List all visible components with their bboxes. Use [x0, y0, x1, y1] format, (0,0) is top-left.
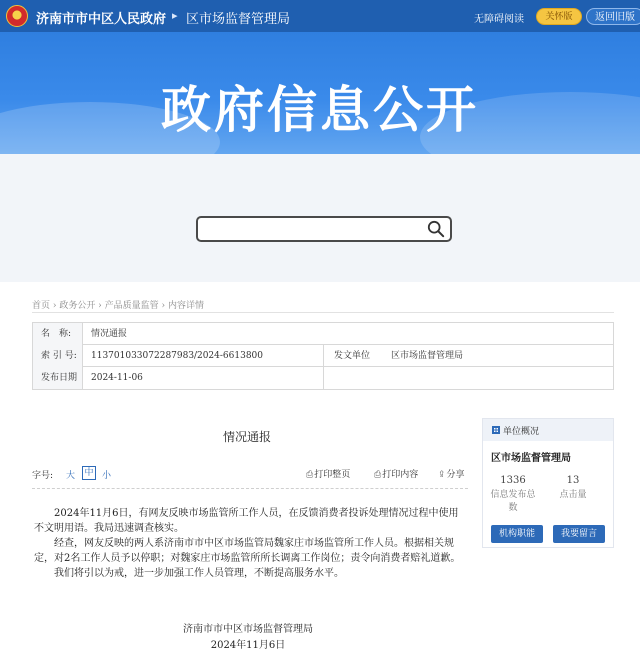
article-paragraph: 经查，网友反映的两人系济南市市中区市场监管局魏家庄市场监管所工作人员。根据相关规定，对2名工作人员予以停职；对魏家庄市场监管所所长调离工作岗位；责令向消费者赔礼道歉。 [34, 538, 461, 564]
date-value: 2024-11-06 [91, 373, 143, 383]
info-row-name [33, 323, 613, 345]
index-label: 索 引 号: [33, 345, 83, 367]
building-icon [491, 425, 501, 435]
top-bar [0, 0, 640, 32]
breadcrumb[interactable]: 首页 › 政务公开 › 产品质量监管 › 内容详情 [32, 301, 204, 311]
index-value: 11370103307228798З/2024-6613800 [91, 351, 264, 361]
issuer-label: 发文单位 [323, 345, 383, 367]
print-icon: ⎙ [306, 470, 314, 480]
message-button[interactable]: 我要留言 [553, 525, 605, 543]
info-row-date [33, 367, 613, 389]
font-size-medium-button[interactable]: 中 [82, 466, 96, 480]
panel-header [483, 419, 613, 441]
signature-org: 济南市市中区市场监督管理局 [183, 624, 313, 635]
font-size-small-button[interactable]: 小 [102, 471, 112, 481]
article-toolbar [32, 466, 468, 482]
article-paragraph: 2024年11月6日，有网友反映市场监管所工作人员，在反馈消费者投诉处理情况过程中使用不文明用语。我局迅速调查核实。 [34, 508, 459, 534]
share-icon: ⇪ [438, 470, 446, 480]
article-paragraph: 我们将引以为戒，进一步加强工作人员管理，不断提高服务水平。 [54, 568, 344, 579]
national-emblem-icon [6, 5, 28, 27]
name-label: 名 称: [33, 323, 83, 345]
font-size-label: 字号: [32, 471, 54, 481]
empty-cell [323, 367, 383, 389]
share-label: 分享 [446, 470, 465, 480]
panel-title: 单位概况 [503, 427, 540, 437]
info-count-label: 信息发布总数 [490, 490, 536, 513]
info-row-index [33, 345, 613, 367]
signature [168, 622, 328, 654]
article-title: 情况通报 [222, 430, 271, 444]
issuer-value: 区市场监督管理局 [391, 351, 464, 361]
print-content-label: 打印内容 [382, 470, 419, 480]
click-count: 13 [566, 475, 580, 486]
care-mode-button[interactable]: 关怀版 [536, 8, 582, 25]
print-page-button[interactable] [306, 467, 350, 480]
print-page-label: 打印整页 [314, 470, 351, 480]
info-table [32, 322, 614, 390]
font-size-large-button[interactable]: 大 [66, 471, 76, 481]
article-body [34, 506, 466, 581]
info-count: 1336 [500, 475, 526, 486]
breadcrumb-arrow-icon: ▸ [172, 9, 178, 22]
share-button[interactable] [438, 467, 465, 480]
divider [32, 488, 468, 489]
search-input[interactable] [196, 216, 452, 242]
old-version-button[interactable]: 返回旧版 [586, 8, 640, 25]
date-label: 发布日期 [33, 367, 83, 389]
search-icon[interactable] [427, 220, 445, 238]
name-value: 情况通报 [91, 329, 128, 339]
unit-overview-panel [482, 418, 614, 548]
duties-button[interactable]: 机构职能 [491, 525, 543, 543]
banner-title: 政府信息公开 [161, 81, 479, 139]
site-name-link[interactable]: 济南市市中区人民政府 [36, 12, 167, 27]
sub-site-link[interactable]: 区市场监督管理局 [186, 12, 291, 27]
print-icon: ⎙ [374, 470, 382, 480]
divider [32, 312, 614, 313]
org-name: 区市场监督管理局 [491, 453, 571, 464]
click-count-label: 点击量 [559, 490, 587, 500]
print-content-button[interactable] [374, 467, 418, 480]
banner [0, 32, 640, 154]
signature-date: 2024年11月6日 [210, 640, 286, 651]
search-area [0, 154, 640, 282]
accessibility-link[interactable]: 无障碍阅读 [474, 14, 524, 25]
